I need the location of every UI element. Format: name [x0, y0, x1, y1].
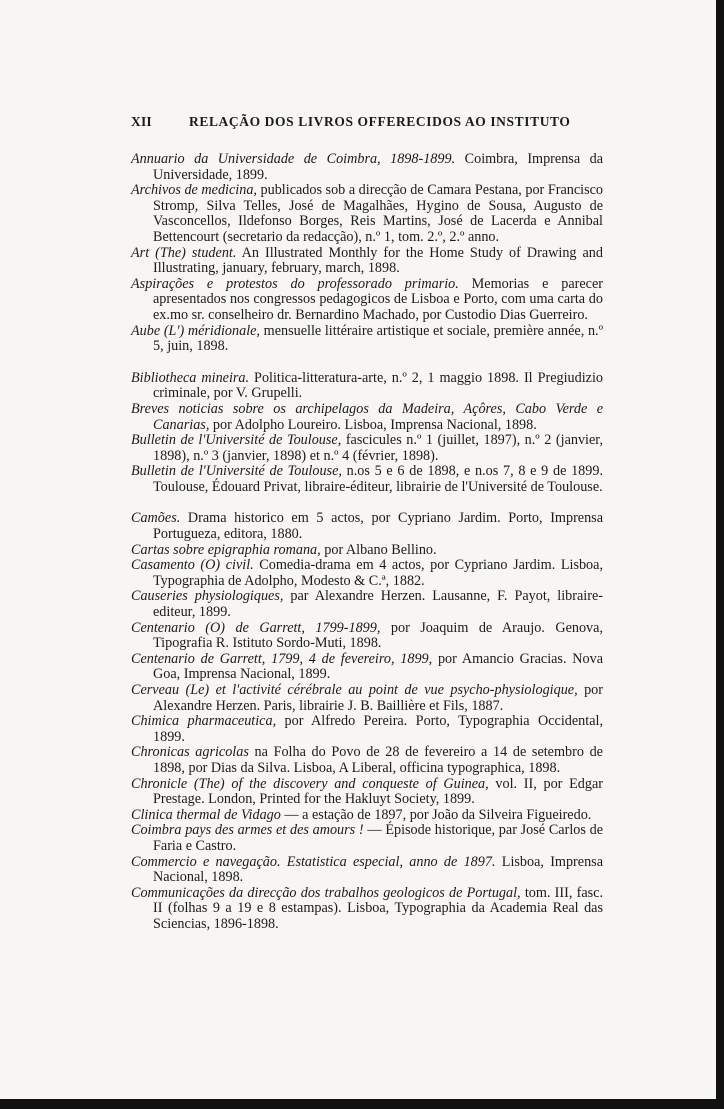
catalog-entry: [131, 823, 603, 854]
catalog-entry: [131, 683, 603, 714]
entry-details: par Alexandre Herzen. Lausanne, F. Payot, libraire-editeur, 1899.: [153, 588, 603, 621]
entry-title: Chronicle (The) of the discovery and conqueste of Guinea,: [131, 775, 489, 792]
entry-details: An Illustrated Monthly for the Home Study of Drawing and Illustrating, january, february, march, 1898.: [153, 244, 603, 277]
entry-title: Commercio e navegação. Estatistica especial, anno de 1897.: [131, 853, 496, 870]
catalog-entry: [131, 621, 603, 652]
entry-details: por Amancio Gracias. Nova Goa, Imprensa Nacional, 1899.: [153, 650, 603, 683]
entry-details: fascicules n.º 1 (juillet, 1897), n.º 2 (janvier, 1898), n.º 3 (janvier, 1898) et n.º 4 (février, 1898).: [153, 432, 604, 464]
catalog-entry: [131, 543, 603, 559]
entry-title: Bibliotheca mineira.: [131, 369, 250, 386]
entry-title: Coimbra pays des armes et des amours !: [131, 822, 364, 839]
entry-title: Aube (L') méridionale,: [131, 322, 260, 339]
catalog-entry: [131, 246, 603, 277]
entry-title: Aspirações e protestos do professorado primario.: [131, 275, 459, 292]
entry-details: na Folha do Povo de 28 de fevereiro a 14 de setembro de 1898, por Dias da Silva. Lisboa, A Liberal, officina typographica, 1898.: [153, 744, 603, 776]
letter-group-a: [131, 152, 603, 355]
page-number: XII: [131, 114, 152, 129]
entry-title: Chronicas agricolas: [131, 744, 249, 761]
entry-details: Coimbra, Imprensa da Universidade, 1899.: [153, 151, 604, 183]
entry-title: Centenario (O) de Garrett, 1799-1899,: [131, 619, 381, 636]
entry-details: por Joaquim de Araujo. Genova, Tipografia R. Istituto Sordo-Muti, 1898.: [153, 619, 603, 652]
catalog-entry: [131, 277, 603, 324]
entry-title: Clinica thermal de Vidago: [131, 806, 281, 823]
entry-details: por Albano Bellino.: [320, 541, 437, 558]
entry-title: Camões.: [131, 510, 181, 527]
catalog-entry: [131, 402, 603, 433]
entry-details: publicados sob a direcção de Camara Pestana, por Francisco Stromp, Silva Telles, José de Magalhães, Hygino de Sousa, Augusto de Vasconcellos, Ildefonso Borges, Reis Martins, José de Lacerda e Annibal Bettencourt (secretario da redacção), n.º 1, tom. 2.º, 2.º anno.: [153, 182, 603, 245]
entry-title: Archivos de medicina,: [131, 182, 257, 199]
catalog-entry: [131, 886, 603, 933]
entry-title: Centenario de Garrett, 1799, 4 de fevereiro, 1899,: [131, 650, 433, 667]
catalog-entry: [131, 714, 603, 745]
entry-details: — a estação de 1897, por João da Silveira Figueiredo.: [280, 806, 592, 823]
entry-details: n.os 5 e 6 de 1898, e n.os 7, 8 e 9 de 1899. Toulouse, Édouard Privat, libraire-éditeur, librairie de l'Université de Toulouse.: [153, 463, 604, 495]
entry-title: Breves noticias sobre os archipelagos da Madeira, Açôres, Cabo Verde e Canarias,: [131, 400, 603, 433]
catalog-entry: [131, 808, 603, 824]
entry-title: Cartas sobre epigraphia romana,: [131, 541, 321, 558]
entry-details: Memorias e parecer apresentados nos congressos pedagogicos de Lisboa e Porto, com uma carta do ex.mo sr. conselheiro dr. Bernardino Machado, por Custodio Dias Guerreiro.: [153, 275, 603, 323]
catalog-entry: [131, 371, 603, 402]
catalog-entry: [131, 652, 603, 683]
entry-title: Communicações da direcção dos trabalhos geologicos de Portugal,: [131, 884, 521, 901]
entry-details: por Alexandre Herzen. Paris, librairie J. B. Baillière et Fils, 1887.: [153, 682, 603, 714]
entry-title: Chimica pharmaceutica,: [131, 713, 277, 730]
entry-details: Lisboa, Imprensa Nacional, 1898.: [153, 853, 603, 886]
letter-group-c: [131, 511, 603, 932]
running-header: [131, 114, 601, 134]
catalog-entry: [131, 777, 603, 808]
entry-details: por Alfredo Pereira. Porto, Typographia Occidental, 1899.: [153, 713, 603, 745]
catalog-entry: [131, 433, 603, 464]
entry-details: vol. II, por Edgar Prestage. London, Printed for the Hakluyt Society, 1899.: [153, 775, 603, 808]
catalog-entry: [131, 464, 603, 495]
entry-details: mensuelle littéraire artistique et sociale, première année, n.º 5, juin, 1898.: [153, 322, 603, 355]
catalog-entry: [131, 745, 603, 776]
entry-details: Drama historico em 5 actos, por Cypriano Jardim. Porto, Imprensa Portugueza, editora, 1880.: [153, 510, 603, 543]
catalog-entry: [131, 324, 603, 355]
catalog-entry: [131, 152, 603, 183]
catalog-entry: [131, 558, 603, 589]
catalog-list: [131, 152, 603, 949]
entry-title: Casamento (O) civil.: [131, 557, 254, 574]
entry-title: Cerveau (Le) et l'activité cérébrale au point de vue psycho-physiologique,: [131, 682, 578, 698]
entry-title: Annuario da Universidade de Coimbra, 1898-1899.: [131, 151, 456, 167]
header-title: RELAÇÃO DOS LIVROS OFFERECIDOS AO INSTITUTO: [189, 114, 571, 129]
letter-group-b: [131, 371, 603, 496]
catalog-entry: [131, 183, 603, 245]
entry-title: Art (The) student.: [131, 244, 237, 261]
entry-title: Causeries physiologiques,: [131, 588, 284, 605]
entry-title: Bulletin de l'Université de Toulouse,: [131, 432, 342, 449]
catalog-entry: [131, 589, 603, 620]
entry-details: Politica-litteratura-arte, n.º 2, 1 maggio 1898. Il Pregiudizio criminale, por V. Grupelli.: [153, 369, 603, 402]
catalog-entry: [131, 855, 603, 886]
entry-details: por Adolpho Loureiro. Lisboa, Imprensa Nacional, 1898.: [209, 416, 537, 433]
entry-details: tom. III, fasc. II (folhas 9 a 19 e 8 estampas). Lisboa, Typographia da Academia Real das Sciencias, 1896-1898.: [153, 884, 603, 932]
entry-title: Bulletin de l'Université de Toulouse,: [131, 463, 342, 480]
catalog-entry: [131, 511, 603, 542]
entry-details: Comedia-drama em 4 actos, por Cypriano Jardim. Lisboa, Typographia de Adolpho, Modesto & C.ª, 1882.: [153, 557, 603, 589]
scan-border-right: [716, 0, 724, 1109]
scan-border-bottom: [0, 1099, 724, 1109]
entry-details: — Épisode historique, par José Carlos de Faria e Castro.: [153, 822, 604, 854]
